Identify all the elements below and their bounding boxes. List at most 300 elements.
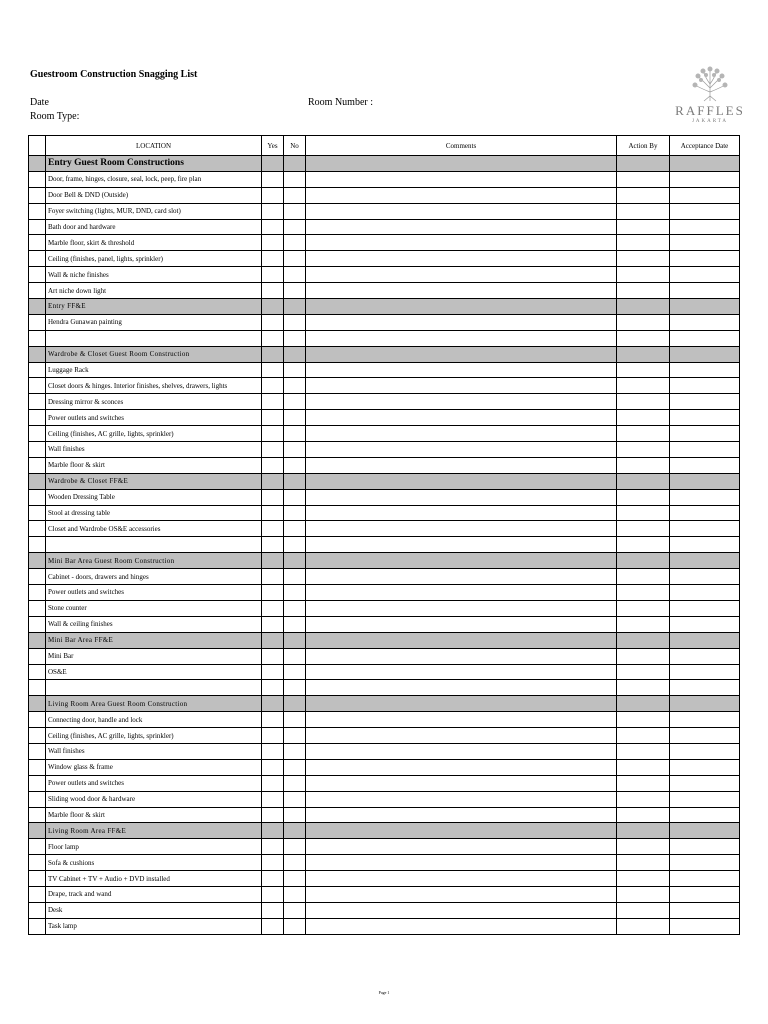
acceptance-date-cell[interactable] [670,759,740,775]
acceptance-date-cell[interactable] [670,743,740,759]
comments-cell[interactable] [306,489,617,505]
action-by-cell[interactable] [617,251,670,267]
no-cell[interactable] [284,203,306,219]
acceptance-date-cell[interactable] [670,171,740,187]
no-cell[interactable] [284,569,306,585]
action-by-cell[interactable] [617,664,670,680]
comments-cell[interactable] [306,410,617,426]
location-cell: Living Room Area FF&E [46,823,262,839]
action-by-cell[interactable] [617,791,670,807]
row-index-cell [29,505,46,521]
table-row [29,378,740,394]
no-cell[interactable] [284,728,306,744]
no-cell[interactable] [284,187,306,203]
yes-cell[interactable] [262,664,284,680]
no-header: No [284,136,306,156]
comments-cell[interactable] [306,886,617,902]
comments-cell[interactable] [306,902,617,918]
location-cell: Wardrobe & Closet FF&E [46,473,262,489]
row-index-cell [29,314,46,330]
action-by-cell[interactable] [617,600,670,616]
table-row [29,521,740,537]
table-row [29,235,740,251]
comments-cell [306,473,617,489]
yes-cell[interactable] [262,791,284,807]
acceptance-date-cell[interactable] [670,585,740,601]
action-by-cell[interactable] [617,902,670,918]
action-by-cell[interactable] [617,616,670,632]
action-by-cell [617,299,670,315]
section-row [29,299,740,315]
yes-cell[interactable] [262,314,284,330]
row-index-cell [29,743,46,759]
yes-cell[interactable] [262,648,284,664]
no-cell[interactable] [284,314,306,330]
action-by-cell[interactable] [617,314,670,330]
no-cell[interactable] [284,505,306,521]
yes-cell[interactable] [262,807,284,823]
yes-cell[interactable] [262,267,284,283]
comments-cell[interactable] [306,171,617,187]
table-row [29,855,740,871]
row-index-cell [29,489,46,505]
action-by-cell[interactable] [617,680,670,696]
comments-cell[interactable] [306,457,617,473]
no-cell[interactable] [284,251,306,267]
acceptance-date-cell[interactable] [670,616,740,632]
table-row [29,712,740,728]
no-cell[interactable] [284,585,306,601]
acceptance-date-cell [670,823,740,839]
comments-cell[interactable] [306,712,617,728]
action-by-cell[interactable] [617,648,670,664]
acceptance-date-cell[interactable] [670,187,740,203]
comments-cell[interactable] [306,743,617,759]
row-index-cell [29,775,46,791]
row-index-cell [29,219,46,235]
no-cell[interactable] [284,537,306,553]
acceptance-date-cell[interactable] [670,203,740,219]
comments-cell[interactable] [306,664,617,680]
no-cell[interactable] [284,171,306,187]
comments-cell[interactable] [306,283,617,299]
no-cell[interactable] [284,743,306,759]
action-by-cell[interactable] [617,489,670,505]
acceptance-date-cell[interactable] [670,600,740,616]
table-row [29,203,740,219]
acceptance-date-cell[interactable] [670,791,740,807]
yes-cell[interactable] [262,521,284,537]
comments-cell[interactable] [306,569,617,585]
no-cell[interactable] [284,235,306,251]
acceptance-date-cell[interactable] [670,807,740,823]
row-index-cell [29,918,46,934]
yes-cell[interactable] [262,457,284,473]
comments-cell[interactable] [306,648,617,664]
acceptance-date-cell[interactable] [670,855,740,871]
yes-cell[interactable] [262,871,284,887]
yes-header: Yes [262,136,284,156]
row-index-cell [29,299,46,315]
action-by-cell[interactable] [617,918,670,934]
table-row [29,330,740,346]
location-cell: Power outlets and switches [46,585,262,601]
table-row [29,600,740,616]
location-cell: Closet and Wardrobe OS&E accessories [46,521,262,537]
acceptance-date-cell[interactable] [670,219,740,235]
location-cell: Door, frame, hinges, closure, seal, lock, peep, fire plan [46,171,262,187]
table-row [29,394,740,410]
location-cell: Drape, track and wand [46,886,262,902]
acceptance-date-cell[interactable] [670,839,740,855]
acceptance-date-cell[interactable] [670,728,740,744]
comments-cell[interactable] [306,759,617,775]
yes-cell[interactable] [262,171,284,187]
action-by-cell[interactable] [617,219,670,235]
no-cell[interactable] [284,426,306,442]
comments-cell [306,823,617,839]
no-cell[interactable] [284,759,306,775]
action-by-cell[interactable] [617,426,670,442]
comments-cell[interactable] [306,521,617,537]
table-row [29,886,740,902]
no-cell[interactable] [284,410,306,426]
section-row [29,696,740,712]
yes-cell[interactable] [262,187,284,203]
yes-cell[interactable] [262,235,284,251]
row-index-cell [29,886,46,902]
no-cell[interactable] [284,886,306,902]
acceptance-date-cell[interactable] [670,267,740,283]
row-index-cell [29,585,46,601]
yes-cell[interactable] [262,219,284,235]
table-row [29,426,740,442]
no-cell[interactable] [284,902,306,918]
table-row [29,759,740,775]
location-cell: Window glass & frame [46,759,262,775]
comments-cell[interactable] [306,871,617,887]
action-by-cell[interactable] [617,871,670,887]
location-cell: Stone counter [46,600,262,616]
row-index-cell [29,632,46,648]
action-by-cell[interactable] [617,712,670,728]
no-cell[interactable] [284,648,306,664]
no-cell[interactable] [284,267,306,283]
action-by-cell[interactable] [617,171,670,187]
action-by-cell[interactable] [617,378,670,394]
comments-cell[interactable] [306,775,617,791]
action-by-cell [617,156,670,172]
row-index-cell [29,457,46,473]
location-cell [46,330,262,346]
action-by-cell[interactable] [617,187,670,203]
action-by-cell[interactable] [617,807,670,823]
no-cell[interactable] [284,394,306,410]
yes-cell[interactable] [262,600,284,616]
comments-cell[interactable] [306,442,617,458]
yes-cell[interactable] [262,203,284,219]
yes-cell[interactable] [262,902,284,918]
row-index-cell [29,648,46,664]
table-row [29,442,740,458]
no-cell[interactable] [284,839,306,855]
no-cell[interactable] [284,489,306,505]
no-cell[interactable] [284,664,306,680]
comments-cell[interactable] [306,839,617,855]
comments-cell[interactable] [306,505,617,521]
row-index-cell [29,473,46,489]
acceptance-date-cell[interactable] [670,918,740,934]
location-cell: Wardrobe & Closet Guest Room Construction [46,346,262,362]
table-row [29,314,740,330]
table-row [29,489,740,505]
action-by-cell[interactable] [617,362,670,378]
comments-cell[interactable] [306,791,617,807]
comments-cell[interactable] [306,680,617,696]
row-index-cell [29,600,46,616]
action-by-cell[interactable] [617,442,670,458]
action-by-cell[interactable] [617,457,670,473]
yes-cell[interactable] [262,775,284,791]
acceptance-date-cell [670,553,740,569]
no-cell[interactable] [284,871,306,887]
yes-cell[interactable] [262,362,284,378]
yes-cell[interactable] [262,505,284,521]
comments-cell[interactable] [306,728,617,744]
action-by-cell[interactable] [617,410,670,426]
location-cell: Mini Bar [46,648,262,664]
action-by-cell[interactable] [617,775,670,791]
location-cell: Living Room Area Guest Room Construction [46,696,262,712]
acceptance-date-cell[interactable] [670,680,740,696]
acceptance-date-cell[interactable] [670,457,740,473]
comments-cell[interactable] [306,203,617,219]
action-by-cell[interactable] [617,394,670,410]
yes-cell [262,823,284,839]
acceptance-date-cell[interactable] [670,871,740,887]
no-cell[interactable] [284,807,306,823]
row-index-cell [29,569,46,585]
no-cell[interactable] [284,457,306,473]
comments-cell[interactable] [306,251,617,267]
comments-cell[interactable] [306,426,617,442]
logo-brand: RAFFLES [675,103,745,118]
no-cell[interactable] [284,680,306,696]
yes-cell[interactable] [262,712,284,728]
comments-cell[interactable] [306,600,617,616]
acceptance-date-cell[interactable] [670,712,740,728]
acceptance-date-cell[interactable] [670,314,740,330]
comments-cell[interactable] [306,267,617,283]
acceptance-date-cell[interactable] [670,362,740,378]
acceptance-date-cell[interactable] [670,283,740,299]
action-by-cell[interactable] [617,759,670,775]
no-cell[interactable] [284,712,306,728]
acceptance-date-cell[interactable] [670,442,740,458]
comments-cell[interactable] [306,616,617,632]
action-by-cell[interactable] [617,839,670,855]
yes-cell[interactable] [262,585,284,601]
row-index-cell [29,807,46,823]
acceptance-date-cell [670,696,740,712]
yes-cell[interactable] [262,918,284,934]
yes-cell [262,696,284,712]
comments-cell[interactable] [306,378,617,394]
no-cell[interactable] [284,918,306,934]
yes-cell [262,553,284,569]
yes-cell[interactable] [262,537,284,553]
acceptance-date-cell[interactable] [670,664,740,680]
comments-cell[interactable] [306,394,617,410]
acceptance-date-cell[interactable] [670,569,740,585]
row-index-cell [29,521,46,537]
action-by-cell[interactable] [617,569,670,585]
comments-cell[interactable] [306,537,617,553]
row-index-cell [29,235,46,251]
table-row [29,680,740,696]
acceptance-date-cell[interactable] [670,648,740,664]
action-by-cell[interactable] [617,743,670,759]
row-index-cell [29,791,46,807]
location-cell: Hendra Gunawan painting [46,314,262,330]
action-by-cell[interactable] [617,235,670,251]
no-cell [284,632,306,648]
table-row [29,251,740,267]
location-cell [46,680,262,696]
table-row [29,807,740,823]
comments-cell[interactable] [306,235,617,251]
table-row [29,537,740,553]
yes-cell[interactable] [262,855,284,871]
no-cell[interactable] [284,442,306,458]
location-cell: Stool at dressing table [46,505,262,521]
no-cell[interactable] [284,616,306,632]
acceptance-date-cell[interactable] [670,886,740,902]
acceptance-date-cell[interactable] [670,505,740,521]
comments-cell[interactable] [306,918,617,934]
row-index-cell [29,902,46,918]
yes-cell[interactable] [262,394,284,410]
comments-cell[interactable] [306,219,617,235]
location-cell: TV Cabinet + TV + Audio + DVD installed [46,871,262,887]
acceptance-date-cell[interactable] [670,775,740,791]
yes-cell[interactable] [262,410,284,426]
yes-cell[interactable] [262,426,284,442]
location-cell: Wall finishes [46,743,262,759]
action-by-cell[interactable] [617,537,670,553]
index-header [29,136,46,156]
section-row [29,473,740,489]
action-by-cell[interactable] [617,728,670,744]
yes-cell[interactable] [262,489,284,505]
action-by-cell[interactable] [617,521,670,537]
comments-cell [306,299,617,315]
no-cell[interactable] [284,330,306,346]
no-cell[interactable] [284,775,306,791]
table-row [29,219,740,235]
date-label: Date [30,97,49,108]
page-footer: Page 1 [378,990,390,995]
acceptance-date-cell[interactable] [670,902,740,918]
acceptance-date-cell[interactable] [670,489,740,505]
yes-cell[interactable] [262,442,284,458]
yes-cell[interactable] [262,759,284,775]
yes-cell [262,473,284,489]
yes-cell [262,156,284,172]
raffles-logo [672,66,748,132]
no-cell[interactable] [284,521,306,537]
location-cell: Door Bell & DND (Outside) [46,187,262,203]
location-cell: Entry Guest Room Constructions [46,156,262,172]
acceptance-date-cell[interactable] [670,410,740,426]
no-cell[interactable] [284,283,306,299]
action-by-cell[interactable] [617,585,670,601]
no-cell[interactable] [284,855,306,871]
yes-cell[interactable] [262,886,284,902]
action-by-cell[interactable] [617,886,670,902]
location-cell: Wooden Dressing Table [46,489,262,505]
no-cell[interactable] [284,600,306,616]
yes-cell[interactable] [262,283,284,299]
document-title: Guestroom Construction Snagging List [30,69,198,80]
comments-cell[interactable] [306,330,617,346]
yes-cell[interactable] [262,743,284,759]
comments-cell[interactable] [306,585,617,601]
yes-cell[interactable] [262,839,284,855]
action-by-cell[interactable] [617,505,670,521]
acceptance-date-cell[interactable] [670,378,740,394]
row-index-cell [29,203,46,219]
action-by-cell[interactable] [617,283,670,299]
no-cell[interactable] [284,362,306,378]
acceptance-date-cell [670,346,740,362]
action-by-cell[interactable] [617,267,670,283]
location-cell: Sliding wood door & hardware [46,791,262,807]
acceptance-date-cell[interactable] [670,394,740,410]
comments-cell[interactable] [306,314,617,330]
yes-cell[interactable] [262,251,284,267]
table-row [29,585,740,601]
acceptance-date-cell[interactable] [670,251,740,267]
yes-cell[interactable] [262,728,284,744]
yes-cell[interactable] [262,330,284,346]
acceptance-date-cell[interactable] [670,426,740,442]
acceptance-date-cell[interactable] [670,235,740,251]
no-cell[interactable] [284,791,306,807]
comments-cell[interactable] [306,187,617,203]
acceptance-date-cell[interactable] [670,537,740,553]
comments-cell[interactable] [306,855,617,871]
yes-cell[interactable] [262,616,284,632]
no-cell[interactable] [284,219,306,235]
action-by-cell[interactable] [617,330,670,346]
action-by-cell[interactable] [617,203,670,219]
yes-cell[interactable] [262,378,284,394]
comments-cell[interactable] [306,362,617,378]
yes-cell[interactable] [262,680,284,696]
yes-cell[interactable] [262,569,284,585]
no-cell[interactable] [284,378,306,394]
comments-cell[interactable] [306,807,617,823]
row-index-cell [29,394,46,410]
acceptance-date-cell[interactable] [670,330,740,346]
action-by-cell[interactable] [617,855,670,871]
table-row [29,410,740,426]
location-cell: Marble floor & skirt [46,457,262,473]
acceptance-date-cell[interactable] [670,521,740,537]
yes-cell [262,299,284,315]
row-index-cell [29,156,46,172]
